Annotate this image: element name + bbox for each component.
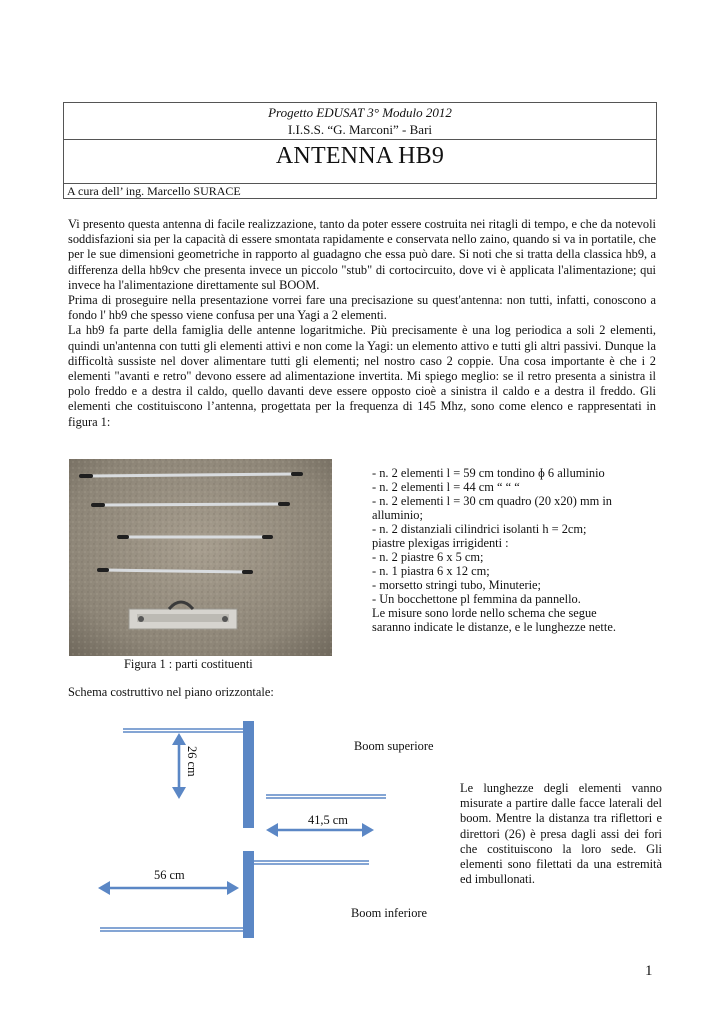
construction-diagram xyxy=(90,715,460,945)
header-project-row xyxy=(64,103,656,140)
paragraph: Prima di proseguire nella presentazione vorrei fare una precisazione su quest'antenna: non tutti, infatti, conoscono a fondo l' hb9 che spesso viene confusa per una Yagi a 2 elementi. xyxy=(68,293,656,323)
page-title: ANTENNA HB9 xyxy=(275,143,445,169)
boom-upper xyxy=(243,721,254,828)
parts-photo xyxy=(69,459,332,656)
label-boom-inferiore: Boom inferiore xyxy=(351,906,428,920)
list-item: - n. 1 piastra 6 x 12 cm; xyxy=(372,564,490,578)
header-table xyxy=(63,102,657,199)
list-item: - morsetto stringi tubo, Minuterie; xyxy=(372,578,541,592)
list-item: - n. 2 elementi l = 44 cm “ “ “ xyxy=(372,480,520,494)
list-item: - n. 2 elementi l = 30 cm quadro (20 x20) mm in xyxy=(372,494,612,508)
arrow-56cm xyxy=(98,881,239,895)
project-name: Progetto EDUSAT 3° Modulo 2012 xyxy=(268,105,452,120)
parts-list xyxy=(372,466,644,634)
schema-title: Schema costruttivo nel piano orizzontale: xyxy=(68,685,274,699)
header-title-row xyxy=(64,139,656,184)
label-41-5cm: 41,5 cm xyxy=(308,813,348,827)
label-56cm: 56 cm xyxy=(154,868,185,882)
list-item: Le misure sono lorde nello schema che segue xyxy=(372,606,597,620)
label-boom-superiore: Boom superiore xyxy=(354,739,434,753)
paragraph: La hb9 fa parte della famiglia delle antenne logaritmiche. Più precisamente è una log periodica a soli 2 elementi, quindi un'antenna con tutti gli elementi attivi e non come la Yagi: un elemento attivo e tutti gli altri passivi. Dunque la difficoltà sussiste nel dover alimentare tutti gli elementi; nel nostro caso 2 coppie. Una cosa importante è che i 2 elementi "avanti e retro" devono essere ad alimentazione invertita. Mi spiego meglio: se il retro presenta a sinistra il polo freddo e a destra il caldo, quello davanti deve essere opposto cioè a sinistra il caldo e a destra il freddo. Gli elementi che costituiscono l’antenna, progettata per la frequenza di 145 Mhz, sono come elenco e rappresentati in figura 1: xyxy=(68,323,656,429)
page-number: 1 xyxy=(645,963,653,979)
measurement-note: Le lunghezze degli elementi vanno misurate a partire dalle facce laterali del boom. Mentre la distanza tra riflettori e direttori (26) è presa dagli assi dei fori che costituiscono la loro sede. Gli elementi sono filettati da una estremità ed imbullonati. xyxy=(460,781,662,887)
list-item: alluminio; xyxy=(372,508,423,522)
header-author-row xyxy=(64,183,656,199)
list-item: - Un bocchettone pl femmina da pannello. xyxy=(372,592,581,606)
arrow-26cm xyxy=(172,733,186,799)
list-item: - n. 2 piastre 6 x 5 cm; xyxy=(372,550,484,564)
author-line: A cura dell’ ing. Marcello SURACE xyxy=(67,184,241,198)
list-item: - n. 2 elementi l = 59 cm tondino ɸ 6 alluminio xyxy=(372,466,605,480)
list-item: saranno indicate le distanze, e le lunghezze nette. xyxy=(372,620,616,634)
figure-caption: Figura 1 : parti costituenti xyxy=(124,657,253,671)
label-26cm: 26 cm xyxy=(185,746,199,777)
intro-text xyxy=(68,217,656,430)
paragraph: Vi presento questa antenna di facile realizzazione, tanto da poter essere costruita nei ritagli di tempo, e che da notevoli soddisfazioni sia per la capacità di essere smontata rapidamente e conservata nello zaino, quando si va in portatile, che per le sue dimensioni geometriche in rapporto al guadagno che essa può dare. Si noti che si tratta della classica hb9, a differenza della hb9cv che presenta invece un piccolo "stub" di cortocircuito, dove vi è applicata l'alimentazione; qui invece ha l'alimentazione direttamente sul BOOM. xyxy=(68,217,656,292)
list-item: - n. 2 distanziali cilindrici isolanti h = 2cm; xyxy=(372,522,587,536)
list-item: piastre plexigas irrigidenti : xyxy=(372,536,509,550)
parts-photo-drawing xyxy=(69,459,332,656)
boom-lower xyxy=(243,851,254,938)
school-name: I.I.S.S. “G. Marconi” - Bari xyxy=(287,122,433,137)
